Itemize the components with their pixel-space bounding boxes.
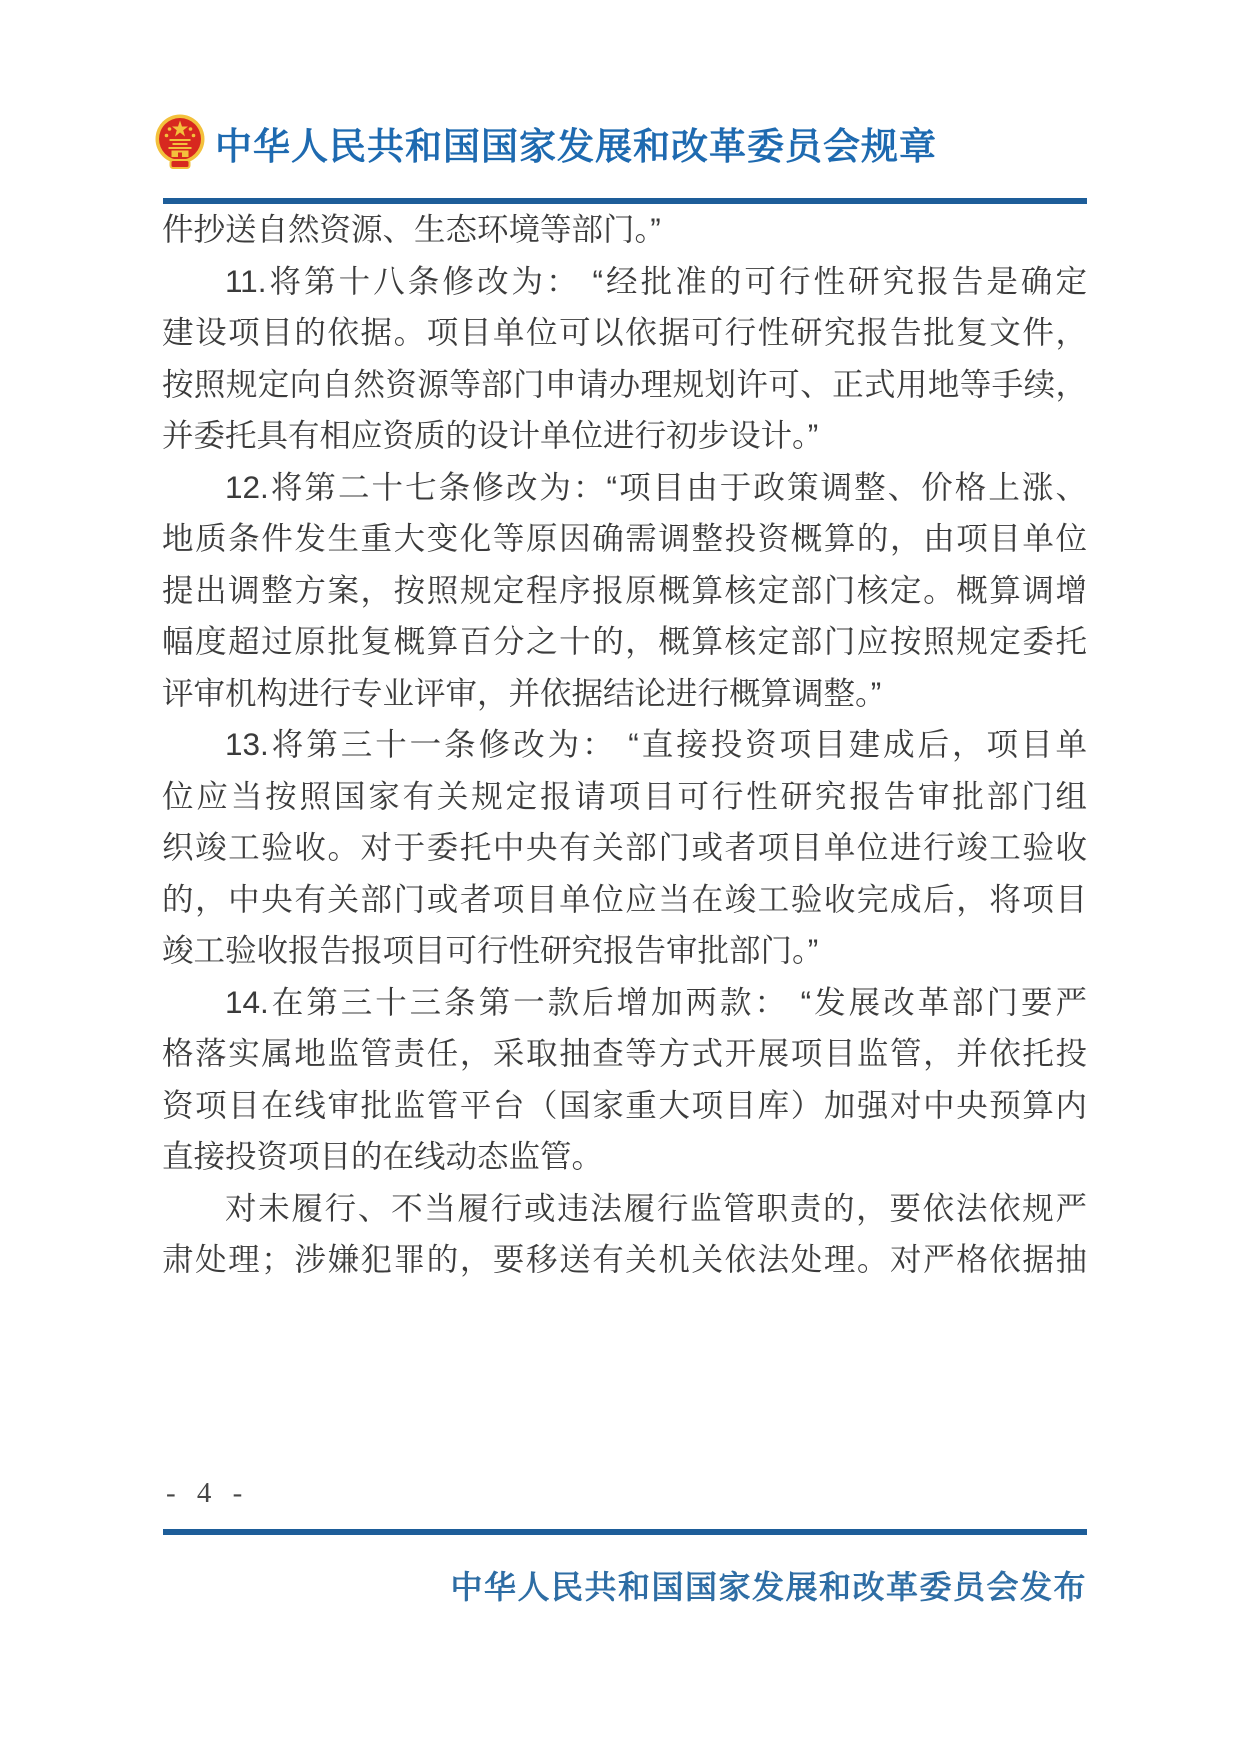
body-line: 13.将第三十一条修改为： “直接投资项目建成后，项目单 [225,726,1087,762]
body-line: 提出调整方案，按照规定程序报原概算核定部门核定。概算调增 [162,571,1087,608]
body-line: 按照规定向自然资源等部门申请办理规划许可、正式用地等手续， [162,365,1087,402]
body-line: 12.将第二十七条修改为：“项目由于政策调整、价格上涨、 [225,468,1087,505]
document-body [162,204,1087,1286]
body-line: 的，中央有关部门或者项目单位应当在竣工验收完成后，将项目 [162,880,1087,917]
body-line: 织竣工验收。对于委托中央有关部门或者项目单位进行竣工验收 [162,829,1087,865]
footer-rule [163,1529,1087,1535]
body-line: 评审机构进行专业评审，并依据结论进行概算调整。” [162,674,882,711]
china-national-emblem-icon [155,114,205,171]
body-line: 资项目在线审批监管平台（国家重大项目库）加强对中央预算内 [162,1086,1087,1123]
body-line: 11.将第十八条修改为： “经批准的可行性研究报告是确定 [225,262,1087,299]
body-line: 竣工验收报告报项目可行性研究报告审批部门。” [162,932,819,968]
body-line: 肃处理；涉嫌犯罪的，要移送有关机关依法处理。对严格依据抽 [162,1241,1087,1277]
body-line: 格落实属地监管责任，采取抽查等方式开展项目监管，并依托投 [162,1035,1087,1071]
header-title: 中华人民共和国国家发展和改革委员会规章 [215,125,937,167]
page-number: - 4 - [166,1477,250,1509]
body-line: 幅度超过原批复概算百分之十的，概算核定部门应按照规定委托 [162,623,1087,659]
body-line: 地质条件发生重大变化等原因确需调整投资概算的，由项目单位 [162,520,1087,556]
body-line: 件抄送自然资源、生态环境等部门。” [162,211,661,247]
body-line: 14.在第三十三条第一款后增加两款： “发展改革部门要严 [225,983,1087,1020]
body-line: 并委托具有相应资质的设计单位进行初步设计。” [162,417,819,453]
body-line: 直接投资项目的在线动态监管。 [162,1138,604,1174]
body-line: 位应当按照国家有关规定报请项目可行性研究报告审批部门组 [162,777,1087,814]
body-line: 建设项目的依据。项目单位可以依据可行性研究报告批复文件， [162,314,1087,350]
document-header [155,114,937,171]
body-line: 对未履行、不当履行或违法履行监管职责的，要依法依规严 [225,1189,1087,1226]
publisher-line: 中华人民共和国国家发展和改革委员会发布 [450,1569,1087,1605]
